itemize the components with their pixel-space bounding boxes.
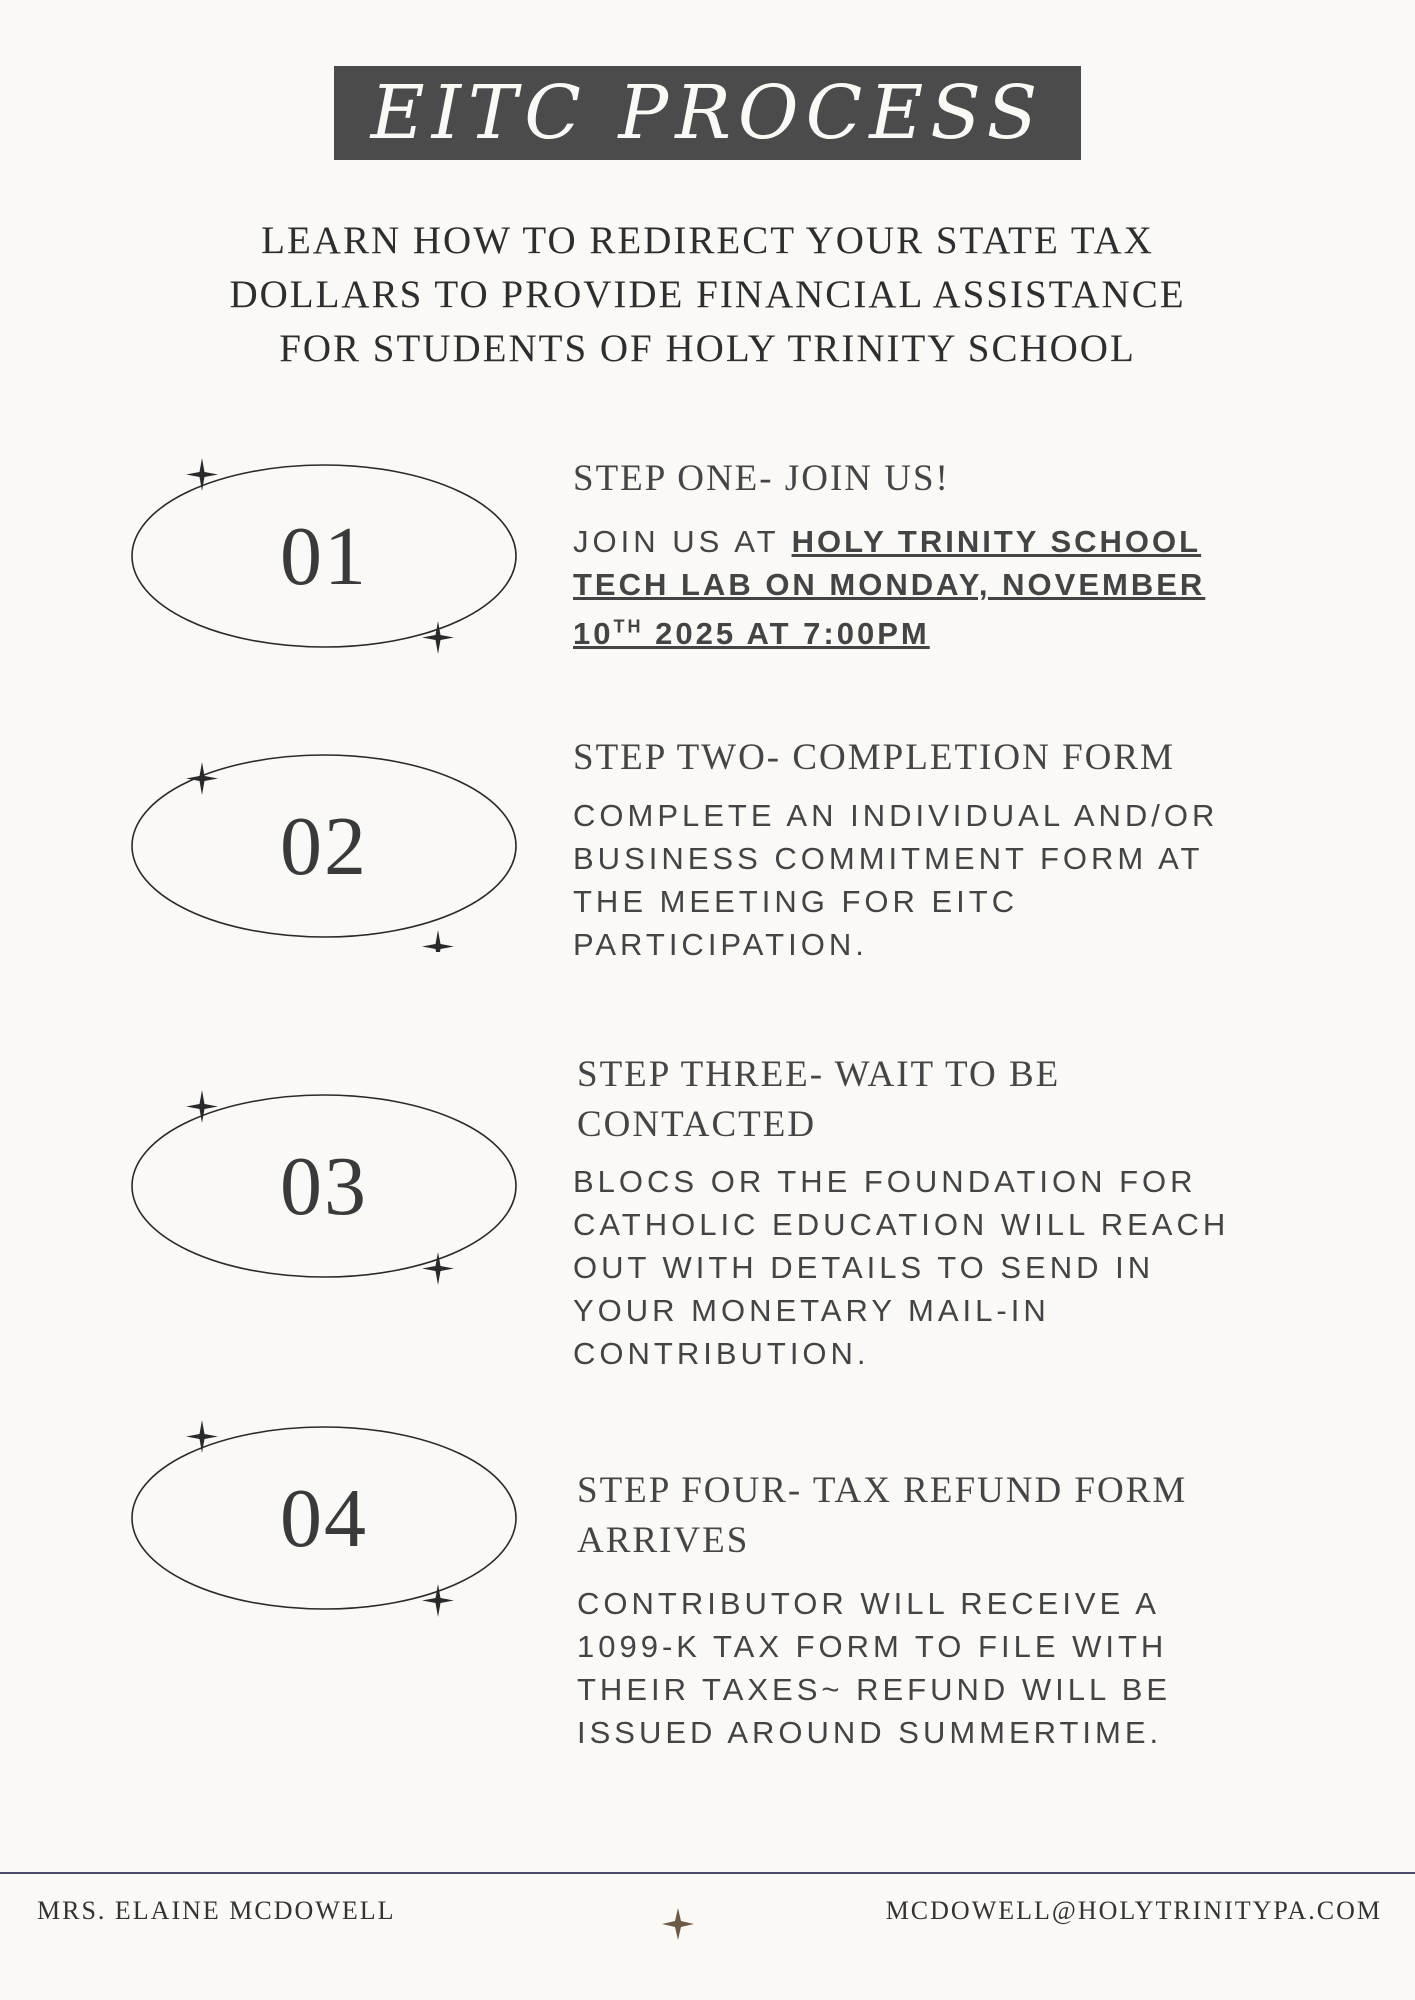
subtitle-line: LEARN HOW TO REDIRECT YOUR STATE TAX (261, 219, 1154, 262)
step-body-line: CATHOLIC EDUCATION WILL REACH (573, 1207, 1230, 1242)
step-2-body (573, 794, 1218, 966)
step-body-line: CONTRIBUTION. (573, 1336, 870, 1371)
step-number: 01 (280, 509, 368, 603)
step-title-line: STEP THREE- WAIT TO BE (577, 1054, 1061, 1095)
step-3-title (577, 1050, 1060, 1150)
footer-divider (0, 1872, 1415, 1874)
event-time-link: 10TH 2025 AT 7:00PM (573, 616, 930, 652)
step-body-line: CONTRIBUTOR WILL RECEIVE A (577, 1586, 1160, 1621)
step-body-line: ISSUED AROUND SUMMERTIME. (577, 1715, 1163, 1750)
subtitle (120, 214, 1295, 376)
contact-email-link[interactable]: MCDOWELL@HOLYTRINITYPA.COM (885, 1896, 1382, 1925)
step-title-line: STEP TWO- COMPLETION FORM (573, 737, 1175, 778)
step-body-line: YOUR MONETARY MAIL-IN (573, 1293, 1050, 1328)
step-title-line: STEP FOUR- TAX REFUND FORM (577, 1470, 1188, 1511)
star-icon (660, 1906, 696, 1942)
step-title-line: ARRIVES (577, 1520, 750, 1561)
step-1-oval (118, 450, 530, 662)
step-4-oval (118, 1412, 530, 1624)
step-body-line: COMPLETE AN INDIVIDUAL AND/OR (573, 798, 1219, 833)
step-4-title (577, 1466, 1187, 1566)
step-body-line: THEIR TAXES~ REFUND WILL BE (577, 1672, 1172, 1707)
step-title-line: STEP ONE- JOIN US! (573, 458, 950, 499)
step-1-title (573, 454, 950, 504)
step-number: 03 (280, 1139, 368, 1233)
step-2-title (573, 733, 1175, 783)
step-number: 02 (280, 799, 368, 893)
event-date-link: TECH LAB ON MONDAY, NOVEMBER (573, 567, 1206, 602)
subtitle-line: DOLLARS TO PROVIDE FINANCIAL ASSISTANCE (229, 273, 1186, 316)
step-body-line: PARTICIPATION. (573, 927, 868, 962)
step-4-body (577, 1582, 1171, 1754)
step-body-line: THE MEETING FOR EITC (573, 884, 1019, 919)
step-body-line: BUSINESS COMMITMENT FORM AT (573, 841, 1204, 876)
step-body-line: BLOCS OR THE FOUNDATION FOR (573, 1164, 1197, 1199)
contact-name: MRS. ELAINE MCDOWELL (37, 1896, 396, 1925)
title-banner (334, 66, 1081, 160)
step-2-oval (118, 740, 530, 952)
step-3-oval (118, 1080, 530, 1292)
step-1-body (573, 520, 1205, 655)
step-body-line: 1099-K TAX FORM TO FILE WITH (577, 1629, 1168, 1664)
step-body-text: JOIN US AT (573, 524, 792, 559)
step-3-body (573, 1160, 1229, 1375)
step-title-line: CONTACTED (577, 1104, 817, 1145)
subtitle-line: FOR STUDENTS OF HOLY TRINITY SCHOOL (279, 327, 1136, 370)
step-body-line: OUT WITH DETAILS TO SEND IN (573, 1250, 1155, 1285)
step-number: 04 (280, 1471, 368, 1565)
event-location-link: HOLY TRINITY SCHOOL (791, 524, 1202, 559)
page-title: EITC PROCESS (370, 70, 1045, 156)
